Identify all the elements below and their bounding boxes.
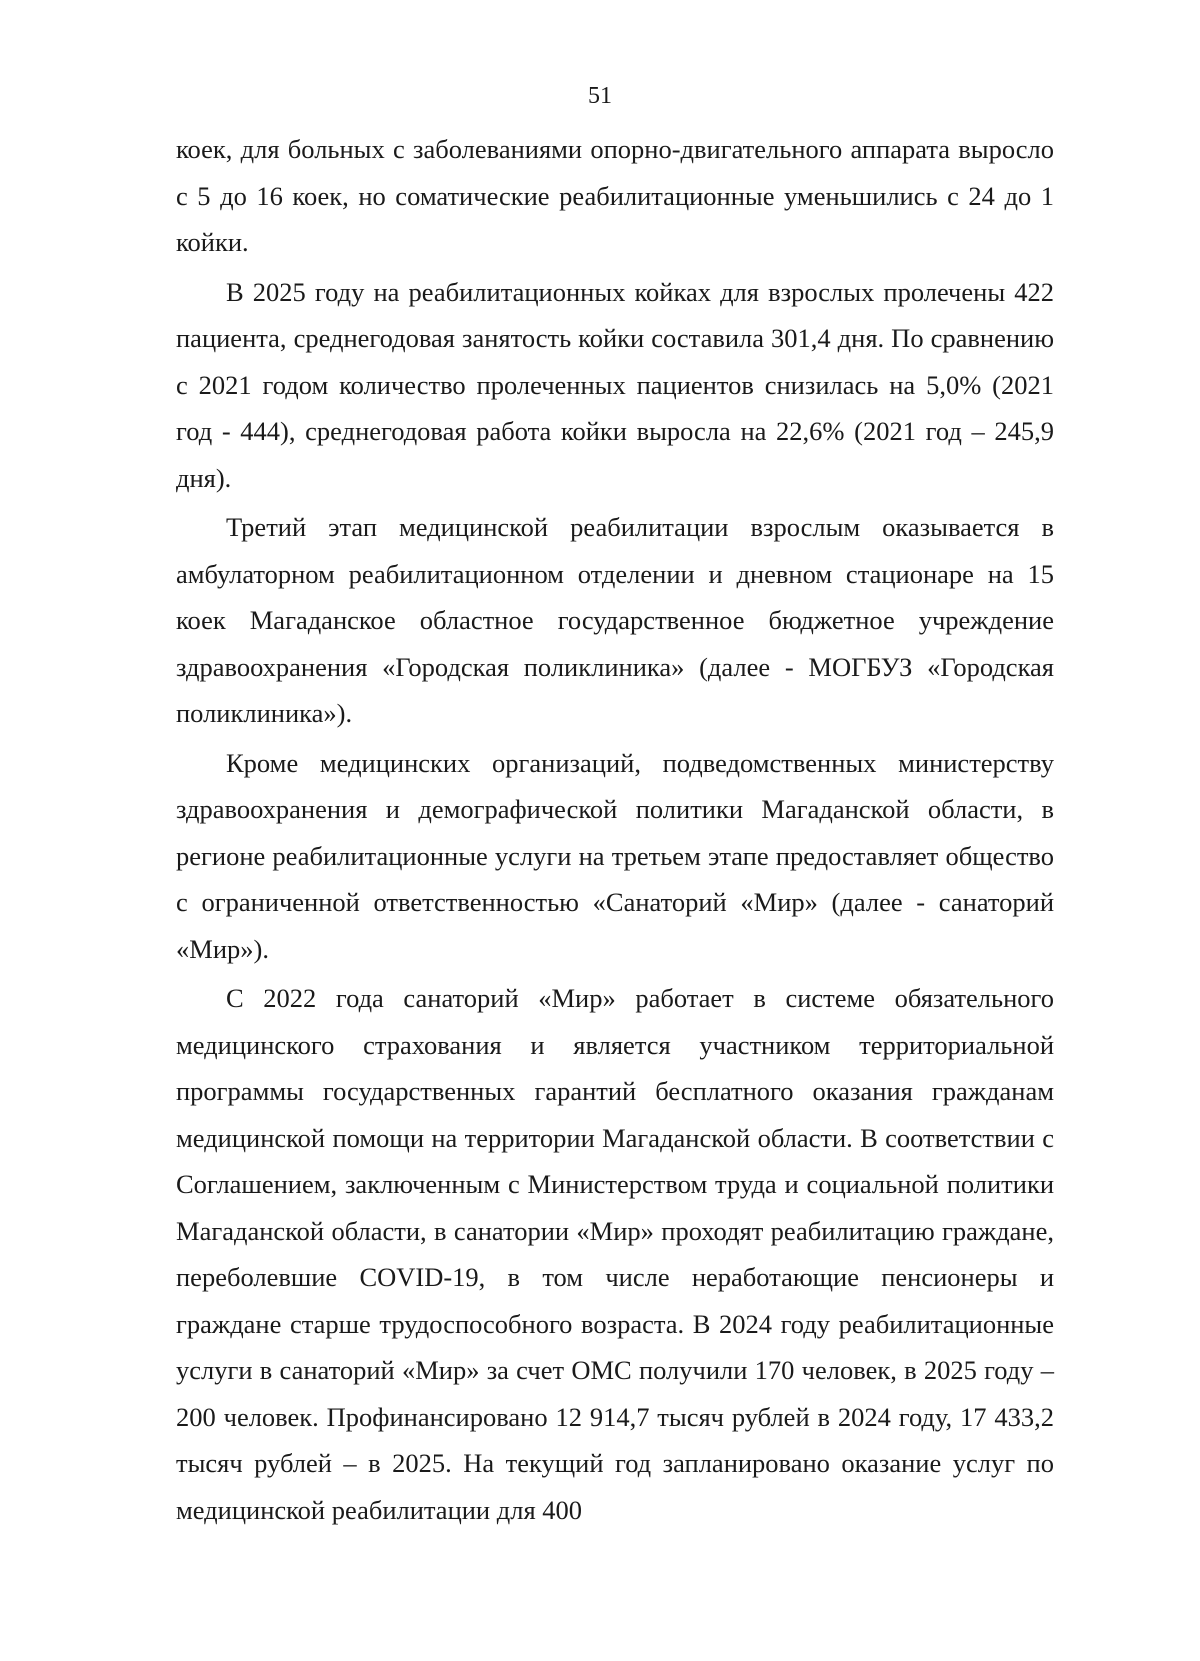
paragraph-continuation-bed-counts: коек, для больных с заболеваниями опорно-двигательного аппарата выросло с 5 до 16 коек, но соматические реабилитационные уменьшились с 24 до 1 койки. (176, 134, 1054, 257)
paragraph-third-stage-rehabilitation: Третий этап медицинской реабилитации взрослым оказывается в амбулаторном реабилитационном отделении и дневном стационаре на 15 коек Магаданское областное государственное бюджетное учреждение здравоохранения «Городская поликлиника» (далее - МОГБУЗ «Городская поликлиника»). (176, 512, 1054, 728)
paragraph-2025-rehabilitation-beds: В 2025 году на реабилитационных койках для взрослых пролечены 422 пациента, среднегодовая занятость койки составила 301,4 дня. По сравнению с 2021 годом количество пролеченных пациентов снизилась на 5,0% (2021 год - 444), среднегодовая работа койки выросла на 22,6% (2021 год – 245,9 дня). (176, 276, 1054, 493)
paragraph-other-organizations: Кроме медицинских организаций, подведомственных министерству здравоохранения и демографической политики Магаданской области, в регионе реабилитационные услуги на третьем этапе предоставляет общество с ограниченной ответственностью «Санаторий «Мир» (далее - санаторий «Мир»). (176, 747, 1054, 964)
paragraph-sanatorium-mir: С 2022 года санаторий «Мир» работает в системе обязательного медицинского страхования и является участником территориальной программы государственных гарантий бесплатного оказания гражданам медицинской помощи на территории Магаданской области. В соответствии с Соглашением, заключенным с Министерством труда и социальной политики Магаданской области, в санатории «Мир» проходят реабилитацию граждане, переболевшие COVID-19, в том числе неработающие пенсионеры и граждане старше трудоспособного возраста. В 2024 году реабилитационные услуги в санаторий «Мир» за счет ОМС получили 170 человек, в 2025 году – 200 человек. Профинансировано 12 914,7 тысяч рублей в 2024 году, 17 433,2 тысяч рублей – в 2025. На текущий год запланировано оказание услуг по медицинской реабилитации для 400 (176, 983, 1054, 1525)
page-number: 51 (588, 83, 612, 109)
body-text (176, 126, 1054, 1533)
